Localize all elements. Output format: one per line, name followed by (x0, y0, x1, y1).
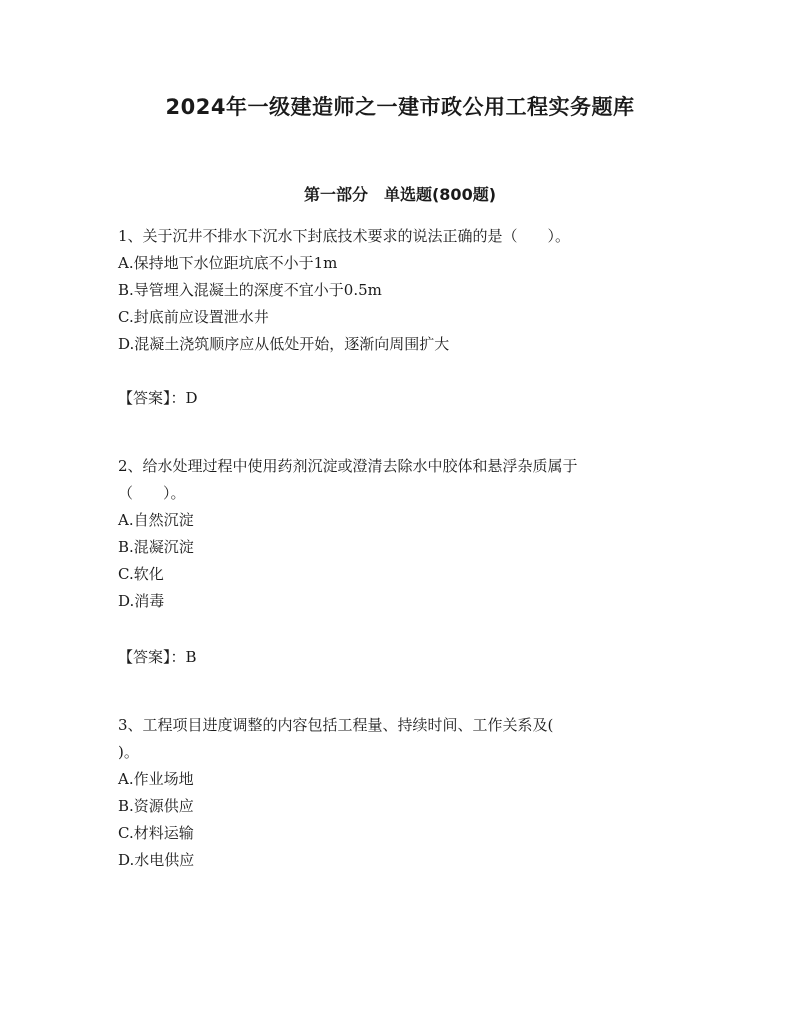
question-1-stem: 1、关于沉井不排水下沉水下封底技术要求的说法正确的是（ ）。 (118, 227, 571, 245)
question-3-option-b: B.资源供应 (118, 797, 194, 815)
question-2-answer: 【答案】：B (118, 648, 197, 666)
question-2-stem-line-1: 2、给水处理过程中使用药剂沉淀或澄清去除水中胶体和悬浮杂质属于 (118, 457, 578, 475)
question-3-stem-line-2: )。 (118, 743, 139, 761)
question-2-option-b: B.混凝沉淀 (118, 538, 194, 556)
question-2-option-c: C.软化 (118, 565, 164, 583)
question-1 (118, 223, 678, 358)
question-1-answer: 【答案】：D (118, 389, 198, 407)
question-3-option-a: A.作业场地 (118, 770, 194, 788)
question-2 (118, 453, 678, 615)
question-2-stem-line-2: （ ）。 (118, 484, 186, 502)
question-3-option-c: C.材料运输 (118, 824, 194, 842)
question-1-option-a: A.保持地下水位距坑底不小于1m (118, 254, 338, 272)
question-2-option-d: D.消毒 (118, 592, 165, 610)
question-1-option-b: B.导管埋入混凝土的深度不宜小于0.5m (118, 281, 382, 299)
question-1-option-d: D.混凝土浇筑顺序应从低处开始，逐渐向周围扩大 (118, 335, 450, 353)
question-3-stem-line-1: 3、工程项目进度调整的内容包括工程量、持续时间、工作关系及( (118, 716, 554, 734)
section-heading: 第一部分 单选题(800题) (303, 185, 497, 204)
page-title: 2024年一级建造师之一建市政公用工程实务题库 (165, 95, 635, 119)
question-1-option-c: C.封底前应设置泄水井 (118, 308, 269, 326)
question-2-option-a: A.自然沉淀 (118, 511, 194, 529)
question-3-option-d: D.水电供应 (118, 851, 195, 869)
question-3 (118, 712, 678, 874)
